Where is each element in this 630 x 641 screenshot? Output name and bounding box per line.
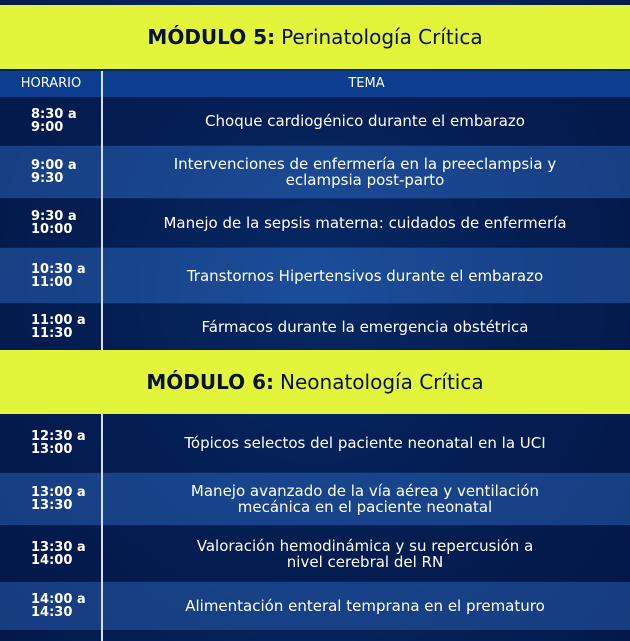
time-end: 13:30 [31, 498, 73, 513]
schedule-row [0, 199, 630, 247]
module-5-title: Perinatología Crítica [281, 25, 483, 49]
topic-cell: Alimentación enteral temprana en el prematuro [185, 597, 545, 615]
time-cell [0, 526, 102, 581]
time-end: 11:30 [31, 326, 73, 341]
time-end: 14:00 [31, 552, 73, 568]
header-time: HORARIO [20, 76, 82, 91]
time-end: 9:30 [31, 171, 64, 186]
topic-cell: Manejo de la sepsis materna: cuidados de enfermería [163, 214, 567, 232]
topic-cell: Transtornos Hipertensivos durante el embarazo [186, 266, 544, 285]
time-start: 10:30 a [31, 261, 86, 277]
time-start: 9:00 a [31, 158, 77, 173]
topic-cell: Manejo avanzado de la vía aérea y ventilación mecánica en el paciente neonatal [190, 482, 540, 516]
schedule-row [0, 304, 630, 350]
column-divider [101, 414, 103, 641]
topic-cell: Choque cardiogénico durante el embarazo [205, 112, 525, 130]
time-start: 9:30 a [31, 209, 77, 224]
time-cell [0, 97, 102, 145]
schedule-row [0, 414, 630, 472]
time-start: 13:00 a [31, 485, 86, 500]
time-end: 14:30 [31, 605, 73, 620]
module-5-banner [0, 5, 630, 69]
time-cell [0, 582, 102, 630]
time-start: 12:30 a [31, 429, 86, 444]
time-cell [0, 473, 102, 525]
time-end: 10:00 [31, 222, 73, 237]
topic-cell: Tópicos selectos del paciente neonatal en la UCI [184, 434, 546, 452]
schedule-row [0, 582, 630, 630]
topic-cell: Fármacos durante la emergencia obstétrica [201, 318, 529, 336]
time-cell [0, 248, 102, 303]
time-cell [0, 146, 102, 198]
module-5-label: MÓDULO 5: [147, 25, 276, 49]
module-6-label: MÓDULO 6: [146, 370, 275, 394]
schedule-row [0, 248, 630, 303]
module-6-banner [0, 350, 630, 414]
time-start: 14:00 a [31, 592, 86, 607]
time-end: 11:00 [31, 274, 73, 290]
time-start: 11:00 a [31, 313, 86, 328]
time-cell [0, 304, 102, 350]
topic-cell: Intervenciones de enfermería en la preeclampsia y eclampsia post-parto [173, 155, 557, 189]
column-header [0, 71, 630, 97]
schedule-row [0, 146, 630, 198]
time-end: 9:00 [31, 120, 64, 135]
time-start: 13:30 a [31, 539, 86, 555]
header-topic: TEMA [348, 76, 385, 91]
time-cell [0, 199, 102, 247]
time-end: 13:00 [31, 442, 73, 457]
schedule-row [0, 97, 630, 145]
time-cell [0, 414, 102, 472]
time-start: 8:30 a [31, 107, 77, 122]
topic-cell: Valoración hemodinámica y su repercusión a nivel cerebral del RN [196, 536, 534, 571]
column-divider [101, 71, 103, 350]
module-6-title: Neonatología Crítica [280, 370, 484, 394]
schedule-row [0, 473, 630, 525]
schedule-row [0, 526, 630, 581]
